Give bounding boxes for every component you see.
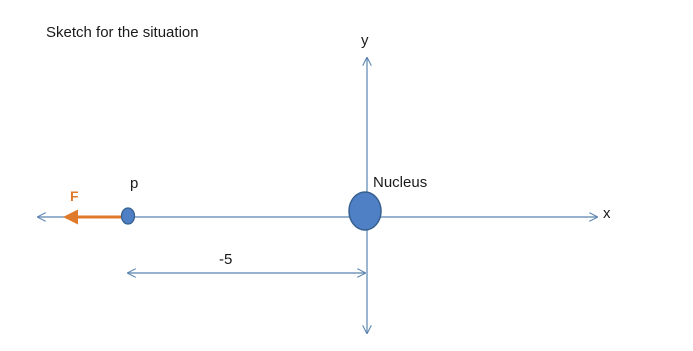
nucleus-label: Nucleus — [373, 174, 428, 191]
force-label: F — [70, 188, 79, 204]
particle-p-label: p — [130, 175, 139, 192]
nucleus-circle — [349, 192, 381, 230]
x-axis-label: x — [603, 205, 611, 222]
distance-label: -5 — [219, 251, 233, 268]
sketch-title: Sketch for the situation — [46, 24, 199, 41]
particle-p-circle — [122, 208, 135, 224]
y-axis-label: y — [361, 32, 369, 49]
